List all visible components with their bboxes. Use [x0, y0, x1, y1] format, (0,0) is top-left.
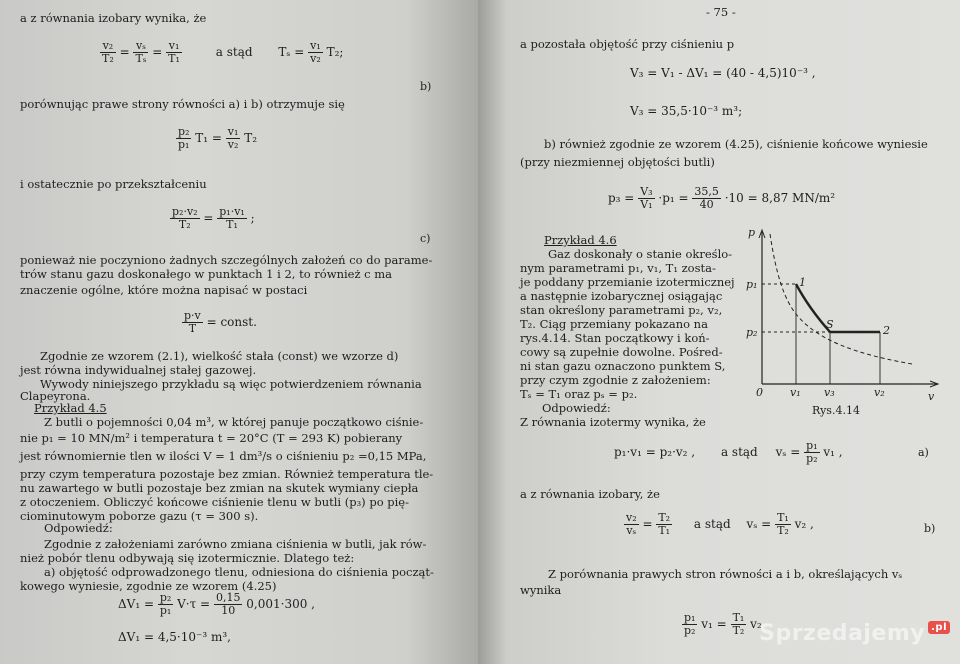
equation-label: b) — [924, 522, 936, 535]
text-line: wynika — [520, 583, 562, 597]
text-line: nu zawartego w butli pozostaje bez zmian na skutek wymiany ciepła — [20, 481, 419, 495]
text-line: a z równania izobary wynika, że — [20, 11, 207, 25]
equation-3: $\frac{\text{p₂·v₂}}{\text{T₂}}$ = $\frac{\text{p₁·v₁}}{\text{T₁}}$ ; — [172, 205, 255, 231]
point-label: 1 — [799, 276, 806, 289]
tick-label: v₃ — [824, 386, 835, 399]
equation-label: c) — [420, 232, 431, 245]
tick-label: 0 — [756, 386, 763, 399]
equation-4: $\frac{p\cdot v}{T}$ = const. — [184, 309, 257, 335]
text-line: Z równania izotermy wynika, że — [520, 415, 706, 429]
equation-5: ΔV₁ = $\frac{\text{p₂}}{\text{p₁}}$ V·τ = $\frac{0,15}{10}$ 0,001·300 , — [118, 591, 315, 617]
text-line: przy czym temperatura pozostaje bez zmian. Również temperatura tle- — [20, 467, 434, 481]
text-line: trów stanu gazu doskonałego w punktach 1 i 2, to również c ma — [20, 267, 393, 281]
equation-v3: V₃ = V₁ - ΔV₁ = (40 - 4,5)10⁻³ , — [630, 66, 816, 80]
text-line: b) również zgodnie ze wzorem (4.25), ciśnienie końcowe wyniesie — [544, 137, 928, 151]
left-page — [0, 0, 478, 664]
right-page — [478, 0, 960, 664]
point-label: 2 — [883, 324, 890, 337]
tick-label: p₁ — [746, 278, 758, 291]
pv-diagram — [742, 224, 942, 420]
text-line: je poddany przemianie izotermicznej — [520, 275, 735, 289]
equation-label: b) — [420, 80, 432, 93]
example-heading: Przykład 4.6 — [544, 233, 617, 247]
text-line: i ostatecznie po przekształceniu — [20, 177, 207, 191]
tick-label: p₂ — [746, 326, 758, 339]
example-heading: Przykład 4.5 — [34, 401, 107, 415]
text-line: Odpowiedź: — [44, 521, 113, 535]
text-line: rys.4.14. Stan początkowy i koń- — [520, 331, 710, 345]
equation-v3-value: V₃ = 35,5·10⁻³ m³; — [630, 104, 743, 118]
axis-label-v: v — [928, 390, 935, 403]
text-line: stan określony parametrami p₂, v₂, — [520, 303, 723, 317]
text-line: Clapeyrona. — [20, 389, 91, 403]
text-line: a następnie izobarycznej osiągając — [520, 289, 723, 303]
equation-6: ΔV₁ = 4,5·10⁻³ m³, — [118, 630, 231, 644]
text-line: nie p₁ = 10 MN/m² i temperatura t = 20°C (T = 293 K) pobierany — [20, 431, 403, 445]
text-line: Zgodnie ze wzorem (2.1), wielkość stała (const) we wzorze d) — [40, 349, 399, 363]
text-line: Z porównania prawych stron równości a i b, określających vₛ — [548, 567, 903, 581]
text-line: przy czym zgodnie z założeniem: — [520, 373, 711, 387]
text-line: Gaz doskonały o stanie określo- — [548, 247, 733, 261]
equation-compare: $\frac{\text{p₁}}{\text{p₂}}$ v₁ = $\frac{\text{T₁}}{\text{T₂}}$ v₂ — [684, 611, 762, 637]
tick-label: v₂ — [874, 386, 885, 399]
figure-caption: Rys.4.14 — [812, 404, 860, 417]
equation-b-left: $\frac{\text{v₂}}{\text{T₂}}$ = $\frac{\text{vₛ}}{\text{Tₛ}}$ = $\frac{\text{v₁}}{\text{T₁}}$ a stąd Tₛ = $\frac{\text{v₁}}{\text{v₂}}$ T₂; — [102, 39, 344, 65]
text-line: ciominutowym poborze gazu (τ = 300 s). — [20, 509, 259, 523]
text-line: jest równomiernie tlen w ilości V = 1 dm³/s o ciśnieniu p₂ =0,15 MPa, — [20, 449, 427, 463]
text-line: nież pobór tlenu odbywają się izotermicznie. Dlatego też: — [20, 551, 355, 565]
text-line: ni stan gazu oznaczono punktem S, — [520, 359, 726, 373]
equation-p3: p₃ = $\frac{\text{V₃}}{\text{V₁}}$ ·p₁ = $\frac{35,5}{40}$ ·10 = 8,87 MN/m² — [608, 185, 836, 211]
text-line: porównując prawe strony równości a) i b) otrzymuje się — [20, 97, 345, 111]
text-line: a pozostała objętość przy ciśnieniu p — [520, 37, 735, 51]
text-line: T₂. Ciąg przemiany pokazano na — [520, 317, 708, 331]
text-line: Wywody niniejszego przykładu są więc potwierdzeniem równania — [40, 377, 422, 391]
equation-2: $\frac{\text{p₂}}{\text{p₁}}$ T₁ = $\frac{\text{v₁}}{\text{v₂}}$ T₂ — [178, 125, 258, 151]
text-line: a) objętość odprowadzonego tlenu, odniesiona do ciśnienia począt- — [44, 565, 434, 579]
axis-label-p: p — [748, 226, 756, 239]
text-line: Z butli o pojemności 0,04 m³, w której panuje początkowo ciśnie- — [44, 415, 424, 429]
text-line: jest równa indywidualnej stałej gazowej. — [20, 363, 257, 377]
equation-isobar: $\frac{\text{v₂}}{\text{vₛ}}$ = $\frac{\text{T₂}}{\text{T₁}}$ a stąd vₛ = $\frac{\text{T₁}}{\text{T₂}}$ v₂ , — [626, 511, 814, 537]
equation-isotherm: p₁·v₁ = p₂·v₂ , a stąd vₛ = $\frac{\text{p₁}}{\text{p₂}}$ v₁ , — [614, 439, 843, 465]
text-line: Zgodnie z założeniami zarówno zmiana ciśnienia w butli, jak rów- — [44, 537, 427, 551]
text-line: Tₛ = T₁ oraz pₛ = p₂. — [520, 387, 638, 401]
tick-label: v₁ — [790, 386, 801, 399]
text-line: ponieważ nie poczyniono żadnych szczególnych założeń co do parame- — [20, 253, 433, 267]
point-label: S — [826, 318, 834, 331]
text-line: cowy są zupełnie dowolne. Pośred- — [520, 345, 723, 359]
text-line: nym parametrami p₁, v₁, T₁ zosta- — [520, 261, 716, 275]
page-number: - 75 - — [706, 5, 736, 19]
text-line: kowego wyniesie, zgodnie ze wzorem (4.25) — [20, 579, 277, 593]
equation-label: a) — [918, 446, 929, 459]
text-line: z otoczeniem. Obliczyć końcowe ciśnienie tlenu w butli (p₃) po pię- — [20, 495, 410, 509]
watermark: Sprzedajemy .pl — [759, 621, 950, 646]
text-line: znaczenie ogólne, które można napisać w postaci — [20, 283, 308, 297]
text-line: a z równania izobary, że — [520, 487, 660, 501]
text-line: (przy niezmiennej objętości butli) — [520, 155, 715, 169]
text-line: Odpowiedź: — [542, 401, 611, 415]
